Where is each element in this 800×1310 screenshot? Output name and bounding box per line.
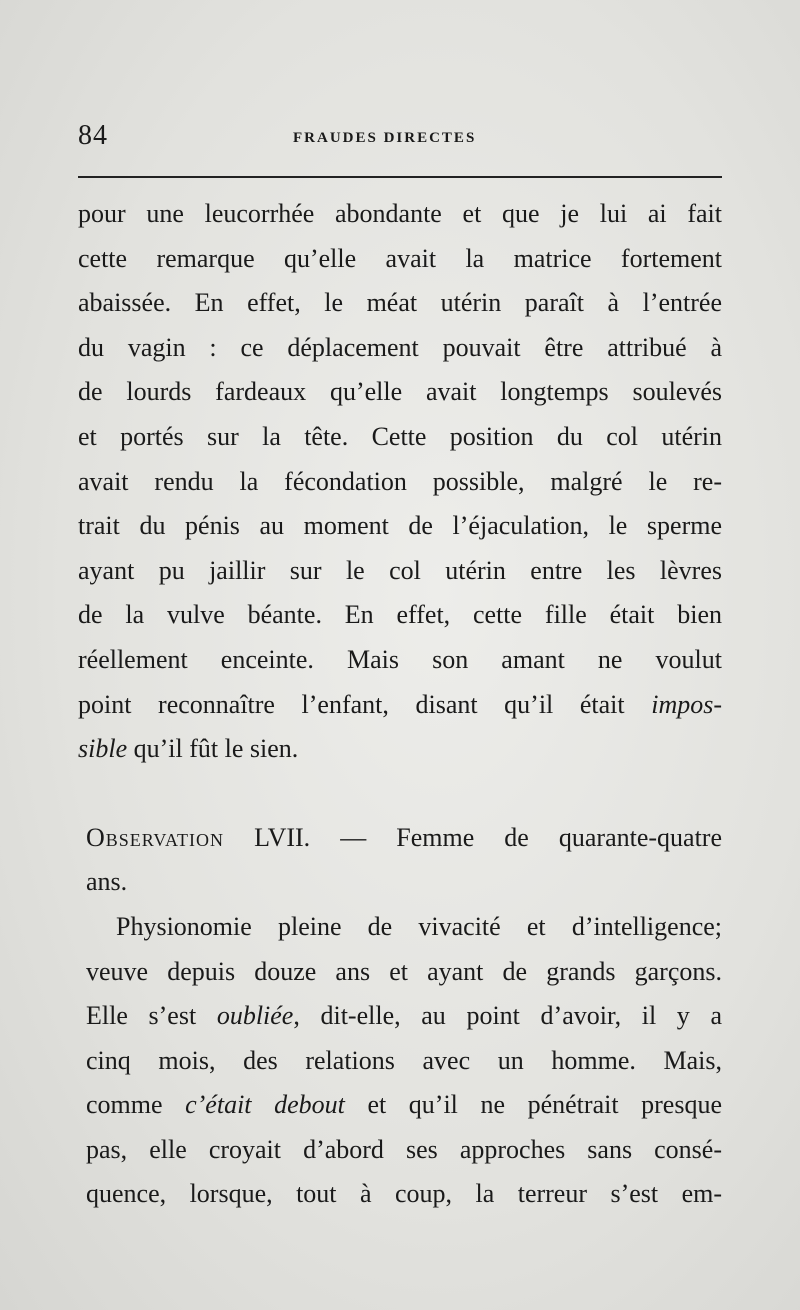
text-line: avait rendu la fécondation possible, malgré le re- [78, 466, 722, 496]
body-text [78, 192, 722, 1217]
text-line: pas, elle croyait d’abord ses approches sans consé- [86, 1134, 722, 1164]
text-line: cinq mois, des relations avec un homme. Mais, [86, 1045, 722, 1075]
text-segment: qu’il fût le sien. [127, 734, 299, 764]
running-head: FRAUDES DIRECTES [293, 130, 477, 146]
italic-segment: c’était debout [185, 1090, 345, 1120]
italic-segment: oubliée [216, 1001, 294, 1031]
text-segment: et qu’il ne pénétrait presque [344, 1090, 722, 1120]
text-line: Physionomie pleine de vivacité et d’intelligence; [116, 911, 722, 941]
text-line: cette remarque qu’elle avait la matrice fortement [78, 243, 722, 273]
text-line [78, 1083, 722, 1128]
page-number: 84 [78, 120, 108, 151]
text-line: ans. [86, 867, 128, 897]
page-header [78, 120, 720, 160]
text-line: quence, lorsque, tout à coup, la terreur s’est em- [86, 1179, 722, 1209]
text-line [78, 727, 722, 772]
text-line: du vagin : ce déplacement pouvait être attribué à [78, 332, 722, 362]
observation-label: Observation [86, 822, 225, 852]
text-segment: — Femme de quarante-quatre [310, 822, 722, 852]
italic-segment: sible [78, 734, 128, 764]
text-line: de lourds fardeaux qu’elle avait longtemps soulevés [78, 377, 722, 407]
text-segment: Elle s’est [86, 1001, 217, 1031]
text-line [78, 683, 722, 728]
text-line: trait du pénis au moment de l’éjaculation, le sperme [78, 511, 722, 541]
text-line: et portés sur la tête. Cette position du col utérin [78, 421, 722, 451]
text-line: réellement enceinte. Mais son amant ne voulut [78, 644, 722, 674]
italic-segment: impos- [651, 689, 722, 719]
text-segment: , dit-elle, au point d’avoir, il y a [293, 1001, 722, 1031]
text-segment: point reconnaître l’enfant, disant qu’il était [78, 689, 652, 719]
text-line: ayant pu jaillir sur le col utérin entre les lèvres [78, 555, 722, 585]
text-line [78, 994, 722, 1039]
observation-heading [78, 816, 722, 861]
text-segment: comme [86, 1090, 186, 1120]
text-line: veuve depuis douze ans et ayant de grands garçons. [86, 956, 722, 986]
header-rule [78, 176, 722, 178]
text-line: de la vulve béante. En effet, cette fille était bien [78, 600, 722, 630]
text-line: pour une leucorrhée abondante et que je lui ai fait [78, 199, 722, 228]
observation-number: LVII. [224, 822, 311, 852]
text-line: abaissée. En effet, le méat utérin paraît à l’entrée [78, 288, 722, 318]
